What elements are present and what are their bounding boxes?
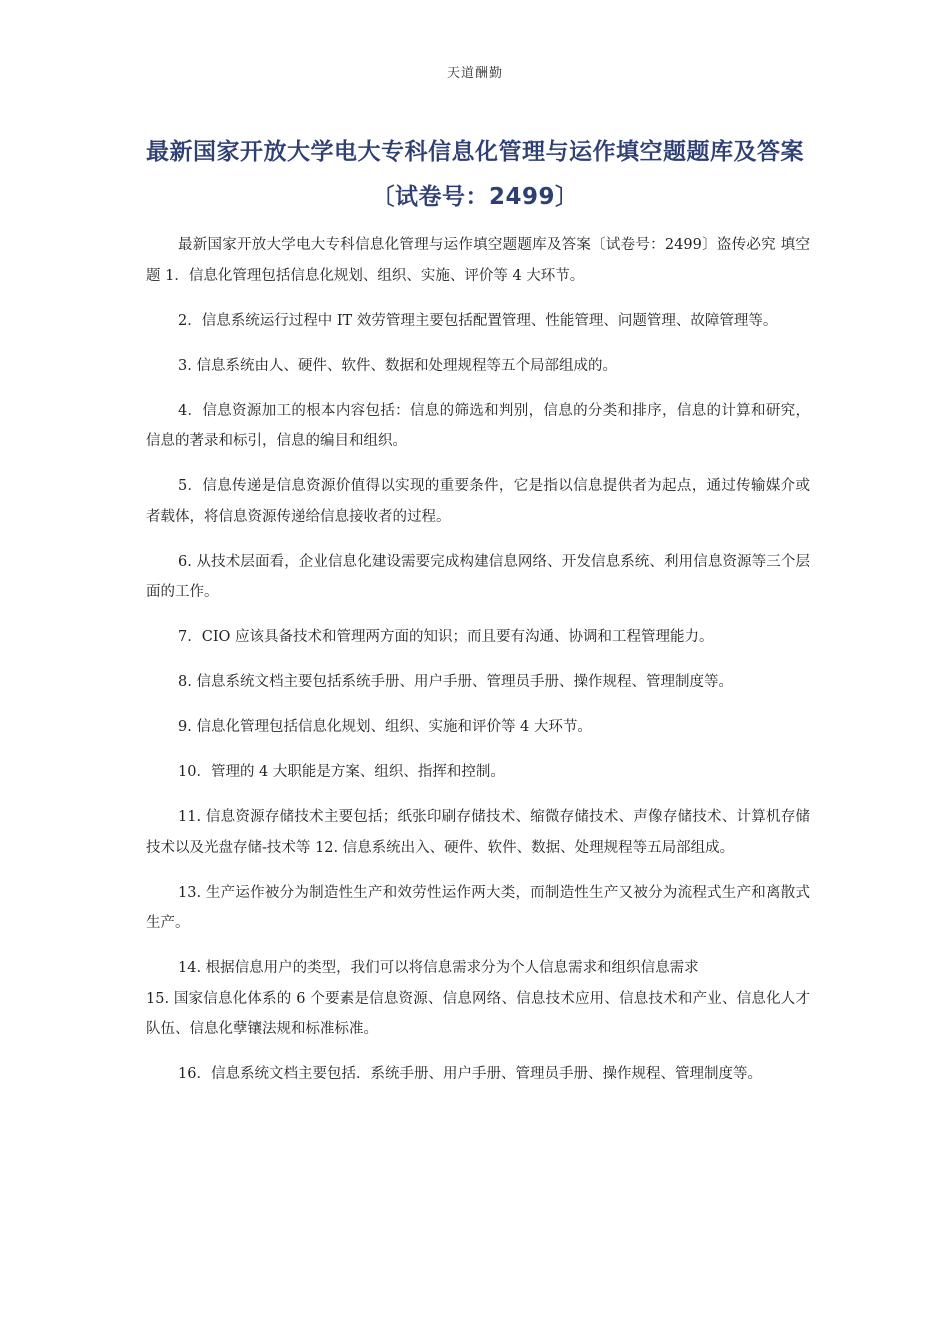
paragraph-item-9: 9. 信息化管理包括信息化规划、组织、实施和评价等 4 大环节。 [178,719,592,735]
paragraph-item-4: 4．信息资源加工的根本内容包括：信息的筛选和判别，信息的分类和排序，信息的计算和研究，信息的著录和标引，信息的编目和组织。 [146,402,810,449]
paragraph-item-11: 11. 信息资源存储技术主要包括；纸张印刷存储技术、缩微存储技术、声像存储技术、计算机存储技术以及光盘存储-技术等 12. 信息系统出入、硬件、软件、数据、处理规程等五局部组成。 [146,809,810,856]
paragraph-item-14: 14. 根据信息用户的类型，我们可以将信息需求分为个人信息需求和组织信息需求 [178,960,699,976]
paragraph-item-2: 2．信息系统运行过程中 IT 效劳管理主要包括配置管理、性能管理、问题管理、故障管理等。 [178,312,778,329]
document-body [146,230,810,1104]
document-title: 最新国家开放大学电大专科信息化管理与运作填空题题库及答案〔试卷号：2499〕 [146,139,804,210]
paragraph-item-13: 13. 生产运作被分为制造性生产和效劳性运作两大类，而制造性生产又被分为流程式生产和离散式生产。 [146,884,810,931]
paragraph-item-5: 5．信息传递是信息资源价值得以实现的重要条件，它是指以信息提供者为起点，通过传输媒介或者载体，将信息资源传递给信息接收者的过程。 [146,478,810,525]
paragraph-item-16: 16．信息系统文档主要包括．系统手册、用户手册、管理员手册、操作规程、管理制度等。 [178,1066,762,1082]
paragraph-intro: 最新国家开放大学电大专科信息化管理与运作填空题题库及答案〔试卷号：2499〕盗传必究 填空题 1．信息化管理包括信息化规划、组织、实施、评价等 4 大环节。 [146,237,810,284]
page-header: 天道酬勤 [446,66,503,81]
paragraph-item-6: 6. 从技术层面看，企业信息化建设需要完成构建信息网络、开发信息系统、利用信息资源等三个层面的工作。 [146,553,810,600]
paragraph-item-10: 10．管理的 4 大职能是方案、组织、指挥和控制。 [178,764,505,780]
paragraph-item-8: 8. 信息系统文档主要包括系统手册、用户手册、管理员手册、操作规程、管理制度等。 [178,674,733,690]
paragraph-item-3: 3. 信息系统由人、硬件、软件、数据和处理规程等五个局部组成的。 [178,357,617,374]
paragraph-item-15: 15. 国家信息化体系的 6 个要素是信息资源、信息网络、信息技术应用、信息技术和产业、信息化人才队伍、信息化孽镶法规和标准标准。 [146,990,810,1037]
paragraph-item-7: 7．CIO 应该具备技术和管理两方面的知识；而且要有沟通、协调和工程管理能力。 [178,629,714,645]
